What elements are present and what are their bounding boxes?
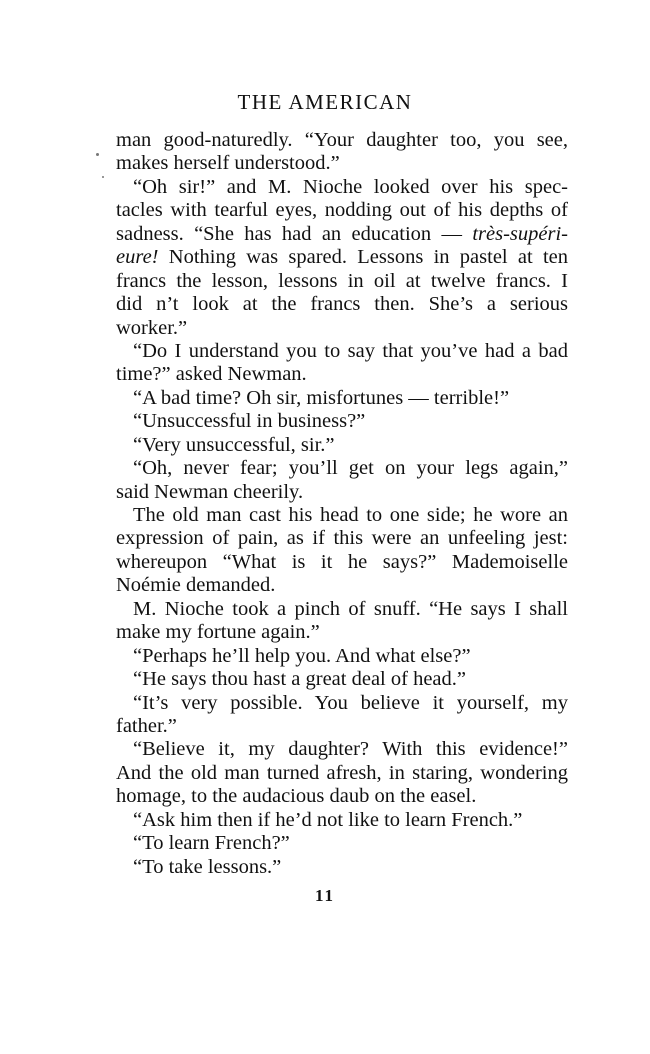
text-run: father.”	[116, 714, 177, 737]
text-run: “Perhaps he’ll help you. And what else?”	[133, 644, 471, 667]
text-line	[116, 738, 568, 761]
text-run: “Do I understand you to say that you’ve had a bad	[133, 339, 568, 362]
text-line	[116, 715, 568, 738]
text-line	[116, 832, 568, 855]
paper-speck	[102, 176, 104, 178]
text-line	[116, 457, 568, 480]
text-line	[116, 317, 568, 340]
text-run: “He says thou hast a great deal of head.”	[133, 668, 466, 691]
italic-text: très-supéri-	[472, 222, 568, 245]
text-run: “Unsuccessful in business?”	[133, 410, 366, 433]
text-line	[116, 598, 568, 621]
text-line	[116, 551, 568, 574]
text-line	[116, 223, 568, 246]
text-line	[116, 668, 568, 691]
text-line	[116, 246, 568, 269]
text-run: The old man cast his head to one side; he wore an	[133, 504, 568, 526]
text-line	[116, 762, 568, 785]
text-run: homage, to the audacious daub on the easel.	[116, 785, 477, 808]
text-line	[116, 621, 568, 644]
text-line	[116, 645, 568, 668]
text-run: did n’t look at the francs then. She’s a serious	[116, 293, 568, 316]
text-line	[116, 434, 568, 457]
text-run: “To learn French?”	[133, 832, 290, 855]
text-run: “Very unsuccessful, sir.”	[133, 433, 335, 456]
paper-speck	[96, 153, 99, 156]
text-line	[116, 293, 568, 316]
text-line	[116, 129, 568, 152]
text-run: make my fortune again.”	[116, 621, 320, 644]
text-line	[116, 363, 568, 386]
text-line	[116, 574, 568, 597]
text-line	[116, 152, 568, 175]
body-text	[116, 129, 568, 879]
text-run: “Believe it, my daughter? With this evidence!”	[133, 738, 568, 761]
text-run: tacles with tearful eyes, nodding out of his depths of	[116, 199, 568, 222]
running-head: THE AMERICAN	[237, 90, 413, 114]
text-line	[116, 270, 568, 293]
text-run: Noémie demanded.	[116, 574, 276, 597]
text-run: “A bad time? Oh sir, misfortunes — terrible!”	[133, 386, 510, 409]
text-run: And the old man turned afresh, in staring, wondering	[116, 761, 568, 784]
text-line	[116, 527, 568, 550]
text-line	[116, 199, 568, 222]
text-line	[116, 856, 568, 879]
page-number: 11	[314, 886, 336, 905]
text-run: sadness. “She has had an education —	[116, 222, 473, 245]
text-line	[116, 504, 568, 527]
text-run: Nothing was spared. Lessons in pastel at ten	[158, 246, 568, 269]
text-line	[116, 481, 568, 504]
text-run: worker.”	[116, 316, 188, 339]
text-line	[116, 387, 568, 410]
text-run: expression of pain, as if this were an unfeeling jest:	[116, 527, 568, 550]
text-run: “Oh, never fear; you’ll get on your legs again,”	[133, 457, 568, 480]
text-run: M. Nioche took a pinch of snuff. “He says I shall	[133, 597, 568, 620]
text-run: “Oh sir!” and M. Nioche looked over his spec-	[133, 175, 568, 198]
text-run: francs the lesson, lessons in oil at twelve francs. I	[116, 269, 568, 292]
text-run: said Newman cheerily.	[116, 480, 304, 503]
text-run: man good-naturedly. “Your daughter too, you see,	[116, 129, 568, 151]
text-run: makes herself understood.”	[116, 152, 340, 175]
text-line	[116, 410, 568, 433]
text-line	[116, 176, 568, 199]
text-run: “Ask him then if he’d not like to learn French.”	[133, 808, 523, 831]
text-line	[116, 340, 568, 363]
text-run: time?” asked Newman.	[116, 363, 307, 386]
text-line	[116, 785, 568, 808]
text-line	[116, 809, 568, 832]
text-run: whereupon “What is it he says?” Mademoiselle	[116, 550, 568, 573]
text-run: “It’s very possible. You believe it yourself, my	[133, 691, 568, 714]
text-line	[116, 692, 568, 715]
italic-text: eure!	[116, 246, 159, 269]
text-run: “To take lessons.”	[133, 855, 282, 878]
